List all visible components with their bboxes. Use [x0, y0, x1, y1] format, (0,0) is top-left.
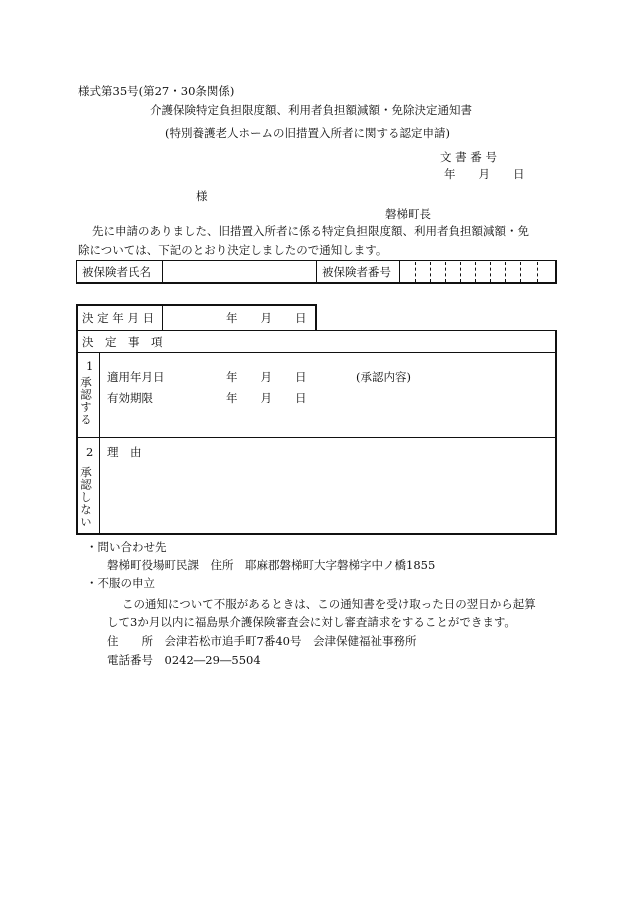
- document-subtitle: (特別養護老人ホームの旧措置入所者に関する認定申請): [165, 126, 450, 140]
- office-address: 住 所 会津若松市追手町7番40号 会津保健福祉事務所: [107, 634, 417, 648]
- applied-date-label: 適用年月日: [107, 370, 165, 384]
- approve-vertical-label: 承認する: [79, 376, 93, 426]
- inquiry-contact: 磐梯町役場町民課 住所 耶麻郡磐梯町大字磐梯字中ノ橋1855: [107, 558, 436, 572]
- decision-date-label: 決 定 年 月 日: [82, 311, 155, 325]
- body-text-line-1: 先に申請のありました、旧措置入所者に係る特定負担限度額、利用者負担額減額・免: [92, 224, 529, 238]
- insured-name-label: 被保険者氏名: [82, 265, 151, 279]
- reject-vertical-label: 承認しない: [79, 466, 93, 529]
- decision-date-value: 年 月 日: [226, 311, 307, 325]
- approval-content-label: (承認内容): [356, 370, 411, 384]
- reason-label: 理 由: [107, 445, 142, 459]
- document-title: 介護保険特定負担限度額、利用者負担額減額・免除決定通知書: [150, 103, 472, 117]
- issue-date: 年 月 日: [444, 167, 525, 181]
- document-number-label: 文 書 番 号: [440, 150, 497, 164]
- appeal-text-line-2: して3か月以内に福島県介護保険審査会に対し審査請求をすることができます。: [107, 615, 516, 629]
- form-number: 様式第35号(第27・30条関係): [78, 84, 235, 98]
- decision-items-label: 決 定 事 項: [82, 335, 163, 349]
- recipient-suffix: 様: [196, 189, 208, 203]
- office-phone: 電話番号 0242―29―5504: [107, 653, 261, 667]
- body-text-line-2: 除については、下記のとおり決定しましたので通知します。: [78, 243, 388, 257]
- approve-number: 1: [86, 359, 94, 373]
- appeal-heading: ・不服の申立: [86, 576, 155, 590]
- insured-number-label: 被保険者番号: [322, 265, 391, 279]
- applied-date-value: 年 月 日: [226, 370, 307, 384]
- inquiry-heading: ・問い合わせ先: [86, 540, 167, 554]
- validity-date-value: 年 月 日: [226, 391, 307, 405]
- appeal-text-line-1: この通知について不服があるときは、この通知書を受け取った日の翌日から起算: [122, 597, 536, 611]
- validity-label: 有効期限: [107, 391, 153, 405]
- reject-number: 2: [86, 445, 94, 459]
- decision-items-table: [76, 330, 557, 535]
- issuer-name: 磐梯町長: [385, 207, 431, 221]
